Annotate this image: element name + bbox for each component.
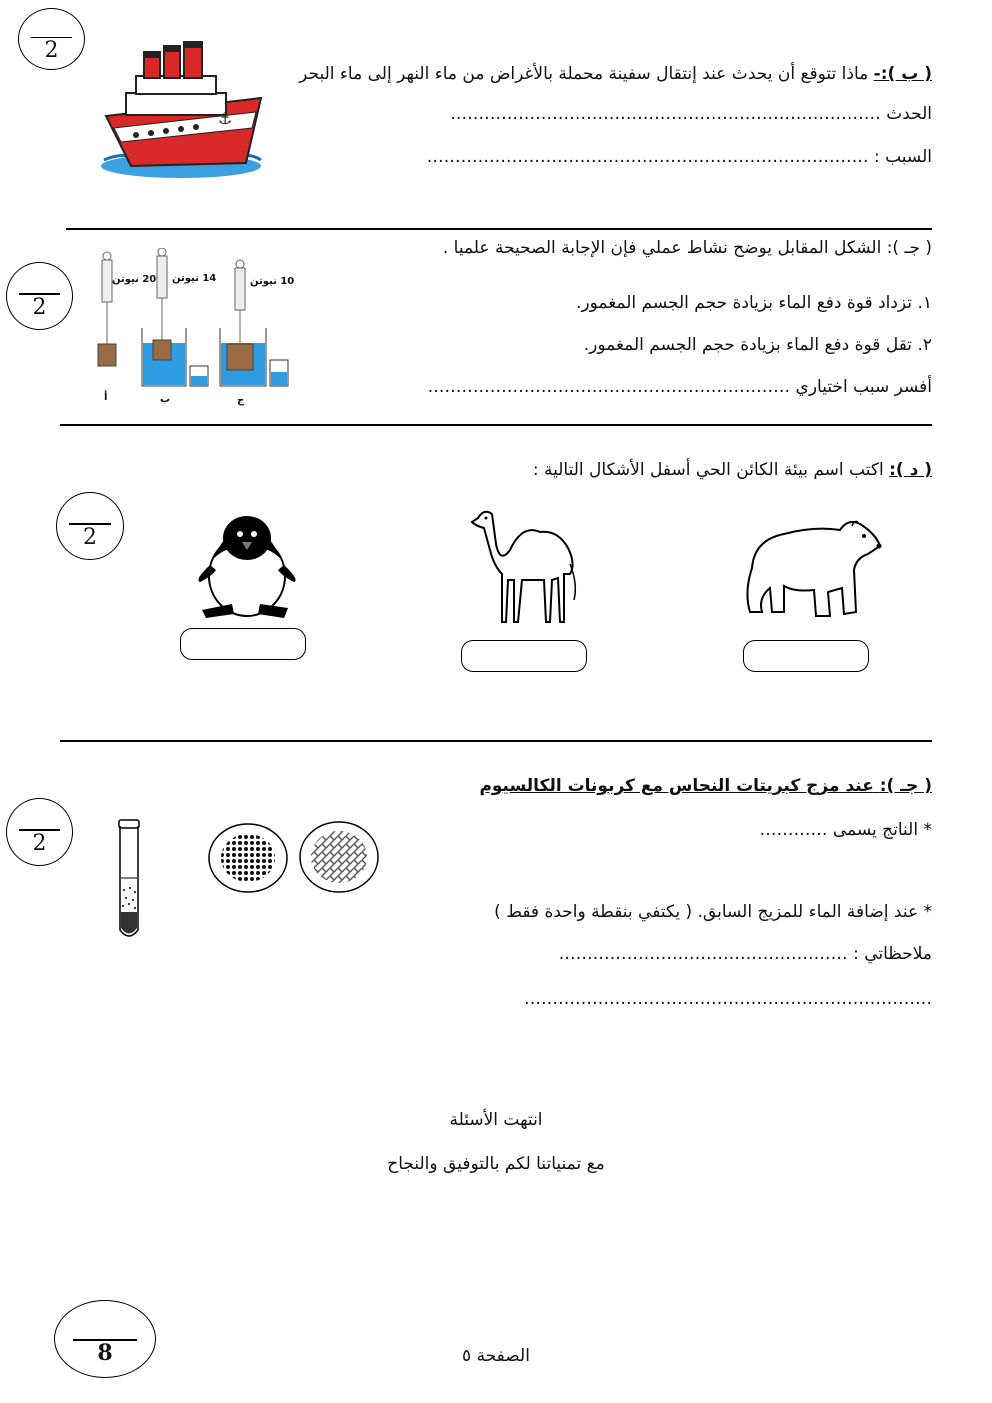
event-answer-blank[interactable]: …………………………………………………………………. (450, 104, 881, 124)
divider-3 (60, 740, 932, 742)
letter-b: ب (160, 394, 171, 405)
page-number: الصفحة ٥ (462, 1346, 530, 1366)
explain-line: أفسر سبب اختياري ………………………………………………………. (427, 377, 932, 397)
score-circle-d: 2 (56, 492, 124, 560)
polar-bear-answer-box[interactable] (743, 640, 869, 672)
closing-line-2: مع تمنياتنا لكم بالتوفيق والنجاح (387, 1154, 605, 1174)
score-circle-c1: 2 (6, 262, 73, 330)
option-1[interactable]: ١. تزداد قوة دفع الماء بزيادة حجم الجسم المغمور. (575, 293, 932, 313)
divider-1 (66, 228, 932, 230)
total-score-circle: 8 (54, 1300, 156, 1378)
crystal-dish-icon (298, 820, 380, 894)
dotted-dish-icon (207, 822, 289, 894)
polar-bear-icon (744, 512, 884, 622)
reading-a: 20 نيوتن (112, 274, 157, 285)
section-b-question: ( ب ):- ماذا تتوقع أن يحدث عند إنتقال سفينة محملة بالأغراض من ماء النهر إلى ماء البحر (299, 64, 932, 84)
letter-a: أ (104, 392, 108, 403)
water-line: * عند إضافة الماء للمزيج السابق. ( يكتفي بنقطة واحدة فقط ) (494, 902, 932, 922)
section-d-question: ( د ): اكتب اسم بيئة الكائن الحي أسفل الأشكال التالية : (532, 460, 932, 480)
notes-line-1: ملاحظاتي : …………………………………………… (558, 944, 932, 964)
option-2[interactable]: ٢. تقل قوة دفع الماء بزيادة حجم الجسم المغمور. (583, 335, 932, 355)
letter-c: ج (237, 395, 245, 406)
section-c1-question: ( جـ ): الشكل المقابل يوضح نشاط عملي فإن الإجابة الصحيحة علميا . (442, 238, 932, 258)
penguin-answer-box[interactable] (180, 628, 306, 660)
reason-answer-blank[interactable]: …………………………………………………………………… (426, 147, 869, 167)
reading-b: 14 نيوتن (172, 273, 217, 284)
product-line[interactable]: * الناتج يسمى ………… (759, 820, 932, 840)
camel-icon (466, 504, 582, 628)
explain-answer-blank[interactable]: ………………………………………………………. (427, 377, 791, 397)
test-tube-icon (114, 818, 144, 944)
camel-answer-box[interactable] (461, 640, 587, 672)
ship-illustration (96, 38, 266, 183)
section-c2-title: ( جـ ): عند مزج كبريتات النحاس مع كربونات الكالسيوم (479, 776, 932, 796)
notes-blank-1[interactable]: …………………………………………… (558, 944, 848, 964)
score-circle-c2: 2 (6, 798, 73, 866)
divider-2 (60, 424, 932, 426)
closing-line-1: انتهت الأسئلة (449, 1110, 543, 1130)
penguin-icon (192, 510, 302, 622)
svg-text:⚓: ⚓ (218, 109, 233, 128)
section-b-reason-line: السبب : …………………………………………………………………… (426, 147, 932, 167)
section-b-event-line: الحدث …………………………………………………………………. (450, 104, 932, 124)
notes-line-2[interactable]: ……………………………………………………………… (524, 989, 932, 1009)
reading-c: 10 نيوتن (250, 276, 295, 287)
score-circle-b: 2 (18, 8, 85, 70)
